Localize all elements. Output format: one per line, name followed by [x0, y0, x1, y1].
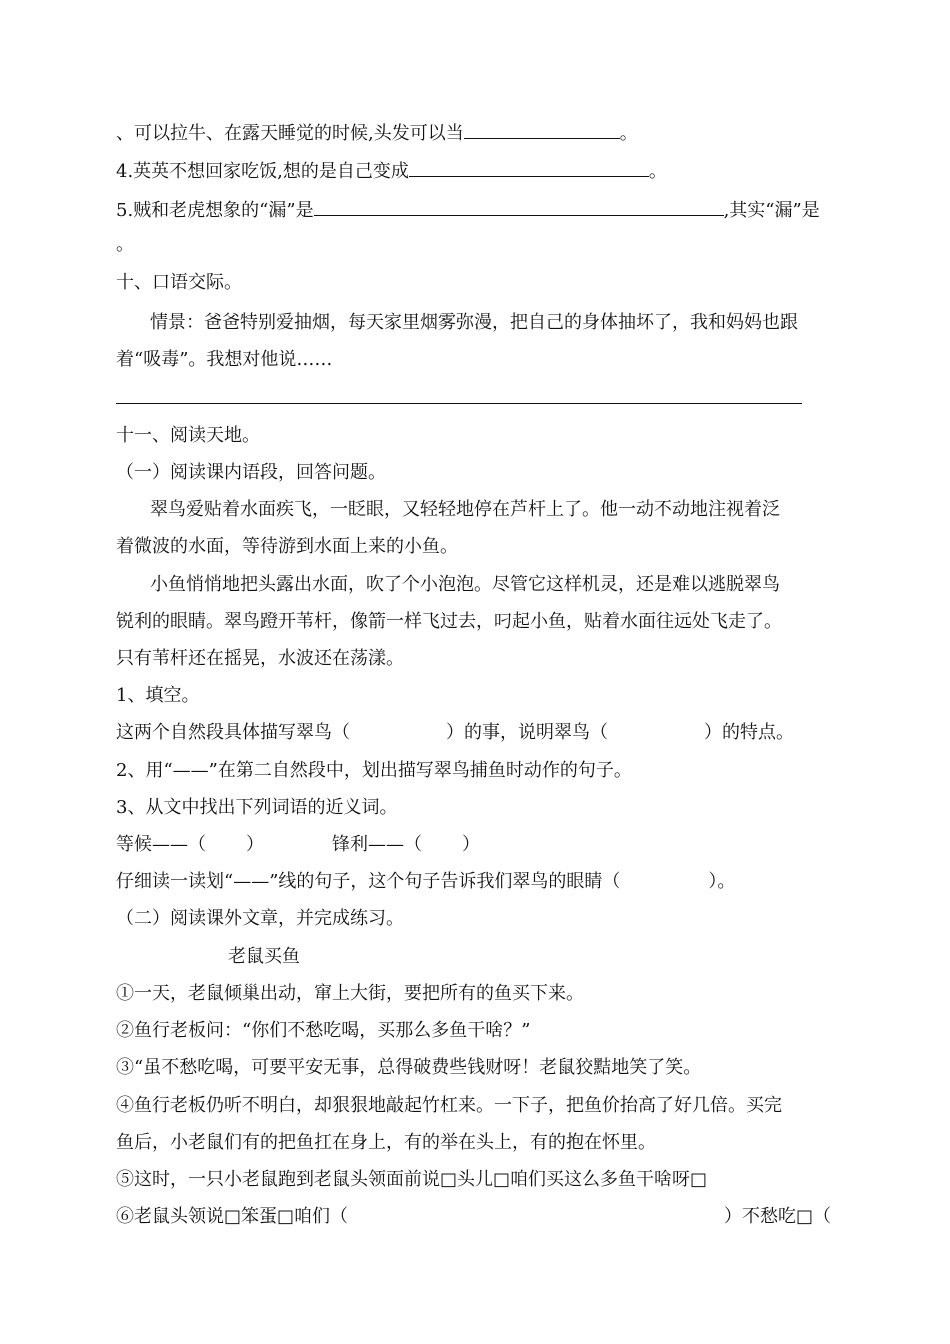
q4-part-b: ）。: [708, 871, 736, 892]
story-para-1: ①一天，老鼠倾巢出动，窜上大街，要把所有的鱼买下来。: [116, 983, 584, 1004]
part-2-heading: （二）阅读课外文章，并完成练习。: [116, 908, 404, 929]
item-4-blank[interactable]: [409, 158, 649, 177]
item-4-text: 4.英英不想回家吃饭,想的是自己变成: [116, 161, 409, 182]
q4-part-a: 仔细读一读划“——”线的句子，这个句子告诉我们翠鸟的眼睛（: [116, 871, 621, 892]
story-para-4-line-2: 鱼后，小老鼠们有的把鱼扛在身上，有的举在头上，有的抱在怀里。: [116, 1132, 656, 1153]
q1-part-b: ）的事，说明翠鸟（: [446, 722, 608, 743]
question-2: 2、用“——”在第二自然段中，划出描写翠鸟捕鱼时动作的句子。: [116, 760, 632, 781]
q1-part-c: ）的特点。: [704, 722, 794, 743]
fill-blank-item-5: [116, 197, 820, 224]
para-2-line-1: 小鱼悄悄地把头露出水面，吹了个小泡泡。尽管它这样机灵，还是难以逃脱翠鸟: [150, 574, 780, 595]
para-2-line-3: 只有苇杆还在摇晃，水波还在荡漾。: [116, 648, 404, 669]
question-4: [116, 869, 735, 895]
item-3-blank[interactable]: [464, 120, 620, 139]
question-1: [116, 720, 794, 746]
s6-part-b: ）不愁吃□（: [724, 1206, 832, 1227]
section-11-heading: 十一、阅读天地。: [116, 425, 260, 446]
story-title: 老鼠买鱼: [228, 946, 300, 967]
item-3-text: 、可以拉牛、在露天睡觉的时候,头发可以当: [116, 123, 464, 144]
q3-word-1-end: ）: [246, 834, 264, 855]
answer-line[interactable]: [116, 403, 802, 404]
q3-word-2-end: ）: [462, 834, 480, 855]
story-para-4-line-1: ④鱼行老板仍听不明白，却狠狠地敲起竹杠来。一下子，把鱼价抬高了好几倍。买完: [116, 1095, 782, 1116]
item-5-end-line: [116, 232, 134, 258]
q1-part-a: 这两个自然段具体描写翠鸟（: [116, 722, 350, 743]
scenario-line-2: 着“吸毒”。我想对他说……: [116, 349, 333, 370]
para-1-line-1: 翠鸟爱贴着水面疾飞，一眨眼，又轻轻地停在芦杆上了。他一动不动地注视着泛: [150, 499, 780, 520]
para-2-line-2: 锐利的眼睛。翠鸟蹬开苇杆，像箭一样飞过去，叼起小鱼，贴着水面往远处飞走了。: [116, 611, 782, 632]
q3-word-1: 等候——（: [116, 834, 206, 855]
question-3-words: [116, 832, 480, 858]
s6-part-a: ⑥老鼠头领说□笨蛋□咱们（: [116, 1206, 349, 1227]
scenario-line-1: 情景：爸爸特别爱抽烟，每天家里烟雾弥漫，把自己的身体抽坏了，我和妈妈也跟: [150, 312, 798, 333]
question-1-title: 1、填空。: [116, 685, 200, 706]
section-10-heading: 十、口语交际。: [116, 272, 242, 293]
story-para-6: [116, 1204, 831, 1230]
fill-blank-item-4: [116, 158, 667, 185]
fill-blank-item-3: [116, 120, 638, 147]
item-5-text: 5.贼和老虎想象的“漏”是: [116, 200, 314, 221]
para-1-line-2: 着微波的水面，等待游到水面上来的小鱼。: [116, 536, 458, 557]
item-5-tail: ,其实“漏”是: [723, 200, 820, 221]
story-para-3: ③“虽不愁吃喝，可要平安无事，总得破费些钱财呀！老鼠狡黠地笑了笑。: [116, 1057, 702, 1078]
part-1-heading: （一）阅读课内语段，回答问题。: [116, 462, 386, 483]
story-para-5: ⑤这时，一只小老鼠跑到老鼠头领面前说□头儿□咱们买这么多鱼干啥呀□: [116, 1169, 708, 1190]
item-3-end: 。: [619, 123, 638, 144]
question-3-title: 3、从文中找出下列词语的近义词。: [116, 797, 398, 818]
item-4-end: 。: [648, 161, 667, 182]
q3-word-2: 锋利——（: [332, 834, 422, 855]
item-5-end: 。: [116, 234, 134, 255]
item-5-blank[interactable]: [314, 197, 724, 216]
story-para-2: ②鱼行老板问：“你们不愁吃喝，买那么多鱼干啥？”: [116, 1020, 531, 1041]
